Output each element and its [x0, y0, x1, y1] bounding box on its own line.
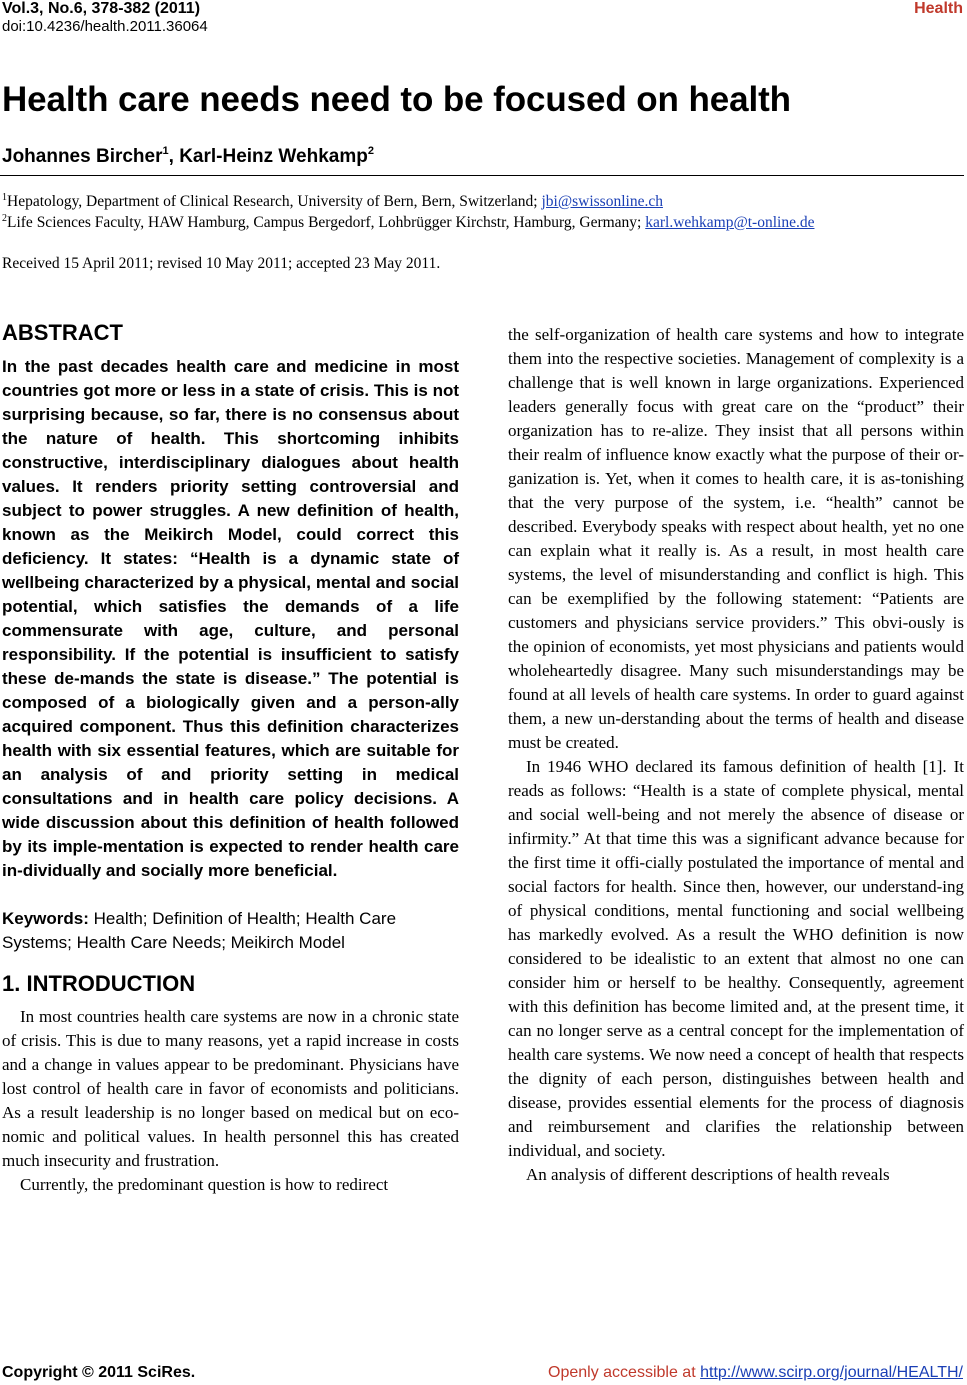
doi: doi:10.4236/health.2011.36064 [2, 18, 208, 35]
affiliation [2, 209, 814, 233]
email-link[interactable]: karl.wehkamp@t-online.de [645, 214, 815, 231]
received-dates: Received 15 April 2011; revised 10 May 2011; accepted 23 May 2011. [2, 255, 441, 272]
introduction-body [2, 1005, 459, 1197]
affiliation-marker: 1 [2, 192, 7, 203]
right-column [508, 323, 964, 1187]
affiliation-text: Hepatology, Department of Clinical Research, University of Bern, Bern, Switzerland; [7, 193, 542, 210]
introduction-heading: 1. INTRODUCTION [2, 971, 196, 996]
title-divider [0, 175, 964, 176]
keywords-text: Health; Definition of Health; Health Care Systems; Health Care Needs; Meikirch Model [2, 909, 397, 952]
body-paragraph: Currently, the predominant question is how to redirect [20, 1175, 389, 1194]
email-link[interactable]: jbi@swissonline.ch [541, 193, 663, 210]
abstract-heading: ABSTRACT [2, 320, 123, 345]
open-access-notice [548, 1364, 963, 1382]
paper-title: Health care needs need to be focused on health [2, 80, 791, 119]
copyright: Copyright © 2011 SciRes. [2, 1364, 196, 1381]
body-paragraph: the self-organization of health care systems and how to integrate them into the respective societies. Management of complexity is a challenge that is well known in large organizations. Experienced leaders generally focus with great care on the “product” their organization has to re-alize. They insist that all persons within their realm of influence know exactly what the purpose of their or-ganization is. Yet, when it comes to health care, it is as-tonishing that the very purpose of the system, i.e. “health” cannot be described. Everybody speaks with respect about health, yet no one can explain what it really is. As a result, in most health care systems, the level of misunderstanding and conflict is high. This can be exemplified by the following statement: “Patients are customers and physicians service providers.” This obvi-ously is the opinion of economists, yet most physicians and patients would wholeheartedly disagree. Many such misunderstandings may be found at all levels of health care systems. In order to guard against them, a new un-derstanding about the terms of health and disease must be created. [508, 325, 964, 752]
author-affiliation-marker: 1 [162, 145, 169, 157]
body-paragraph: An analysis of different descriptions of health reveals [526, 1165, 890, 1184]
journal-name: Health [914, 0, 963, 17]
author-name: Johannes Bircher [2, 146, 163, 167]
body-paragraph: In 1946 WHO declared its famous definition of health [1]. It reads as follows: “Health is a state of complete physical, mental and social well-being and not merely the absence of disease or infirmity.” At that time this was a significant advance because for the first time it offi-cially postulated the importance of mental and social factors for health. Since then, however, our understand-ing of physical conditions, mental functioning and social wellbeing has markedly evolved. As a result the WHO definition is now considered to be idealistic to an extent that almost no one can consider him or herself to be healthy. Consequently, agreement with this definition has become limited and, at the present time, it can no longer serve as a central concept for the implementation of health care systems. We now need a concept of health that respects the dignity of each person, distinguishes between health and disease, provides essential elements for the process of diagnosis and reimbursement and clarifies the relationship between individual, and society. [508, 757, 964, 1160]
left-column [2, 318, 459, 1197]
author-affiliation-marker: 2 [367, 145, 374, 157]
author-list [2, 145, 374, 168]
journal-header [2, 0, 208, 36]
open-access-text: Openly accessible at [548, 1364, 701, 1381]
journal-url-link[interactable]: http://www.scirp.org/journal/HEALTH/ [700, 1364, 963, 1381]
keywords [2, 907, 459, 955]
body-paragraph: In most countries health care systems are now in a chronic state of crisis. This is due to many reasons, yet a rapid increase in costs and a change in values appear to be predominant. Physicians have lost control of health care in favor of economists and politicians. As a result leadership is no longer based on medical but on eco-nomic and political values. In health personnel this has created much insecurity and frustration. [2, 1007, 459, 1170]
abstract-text: In the past decades health care and medicine in most countries got more or less in a state of crisis. This is not surprising because, so far, there is no consensus about the nature of health. This shortcoming inhibits constructive, interdisciplinary dialogues about health values. It renders priority setting controversial and subject to power struggles. A new definition of health, known as the Meikirch Model, could correct this deficiency. It states: “Health is a dynamic state of wellbeing characterized by a physical, mental and social potential, which satisfies the demands of a life commensurate with age, culture, and personal responsibility. If the potential is insufficient to satisfy these de-mands the state is disease.” The potential is composed of a biologically given and a person-ally acquired component. Thus this definition characterizes health with six essential features, which are suitable for an analysis of and priority setting in medical consultations and in health care policy decisions. A wide discussion about this definition of health followed by its imple-mentation is expected to render health care in-dividually and socially more beneficial. [2, 357, 459, 880]
journal-volume: Vol.3, No.6, 378-382 (2011) [2, 0, 201, 17]
affiliation-text: Life Sciences Faculty, HAW Hamburg, Campus Bergedorf, Lohbrügger Kirchstr, Hamburg, Germany; [7, 214, 646, 231]
author-separator: , [168, 146, 180, 167]
author-name: Karl-Heinz Wehkamp [179, 146, 368, 167]
affiliation-marker: 2 [2, 213, 7, 224]
keywords-label: Keywords: [2, 909, 89, 928]
